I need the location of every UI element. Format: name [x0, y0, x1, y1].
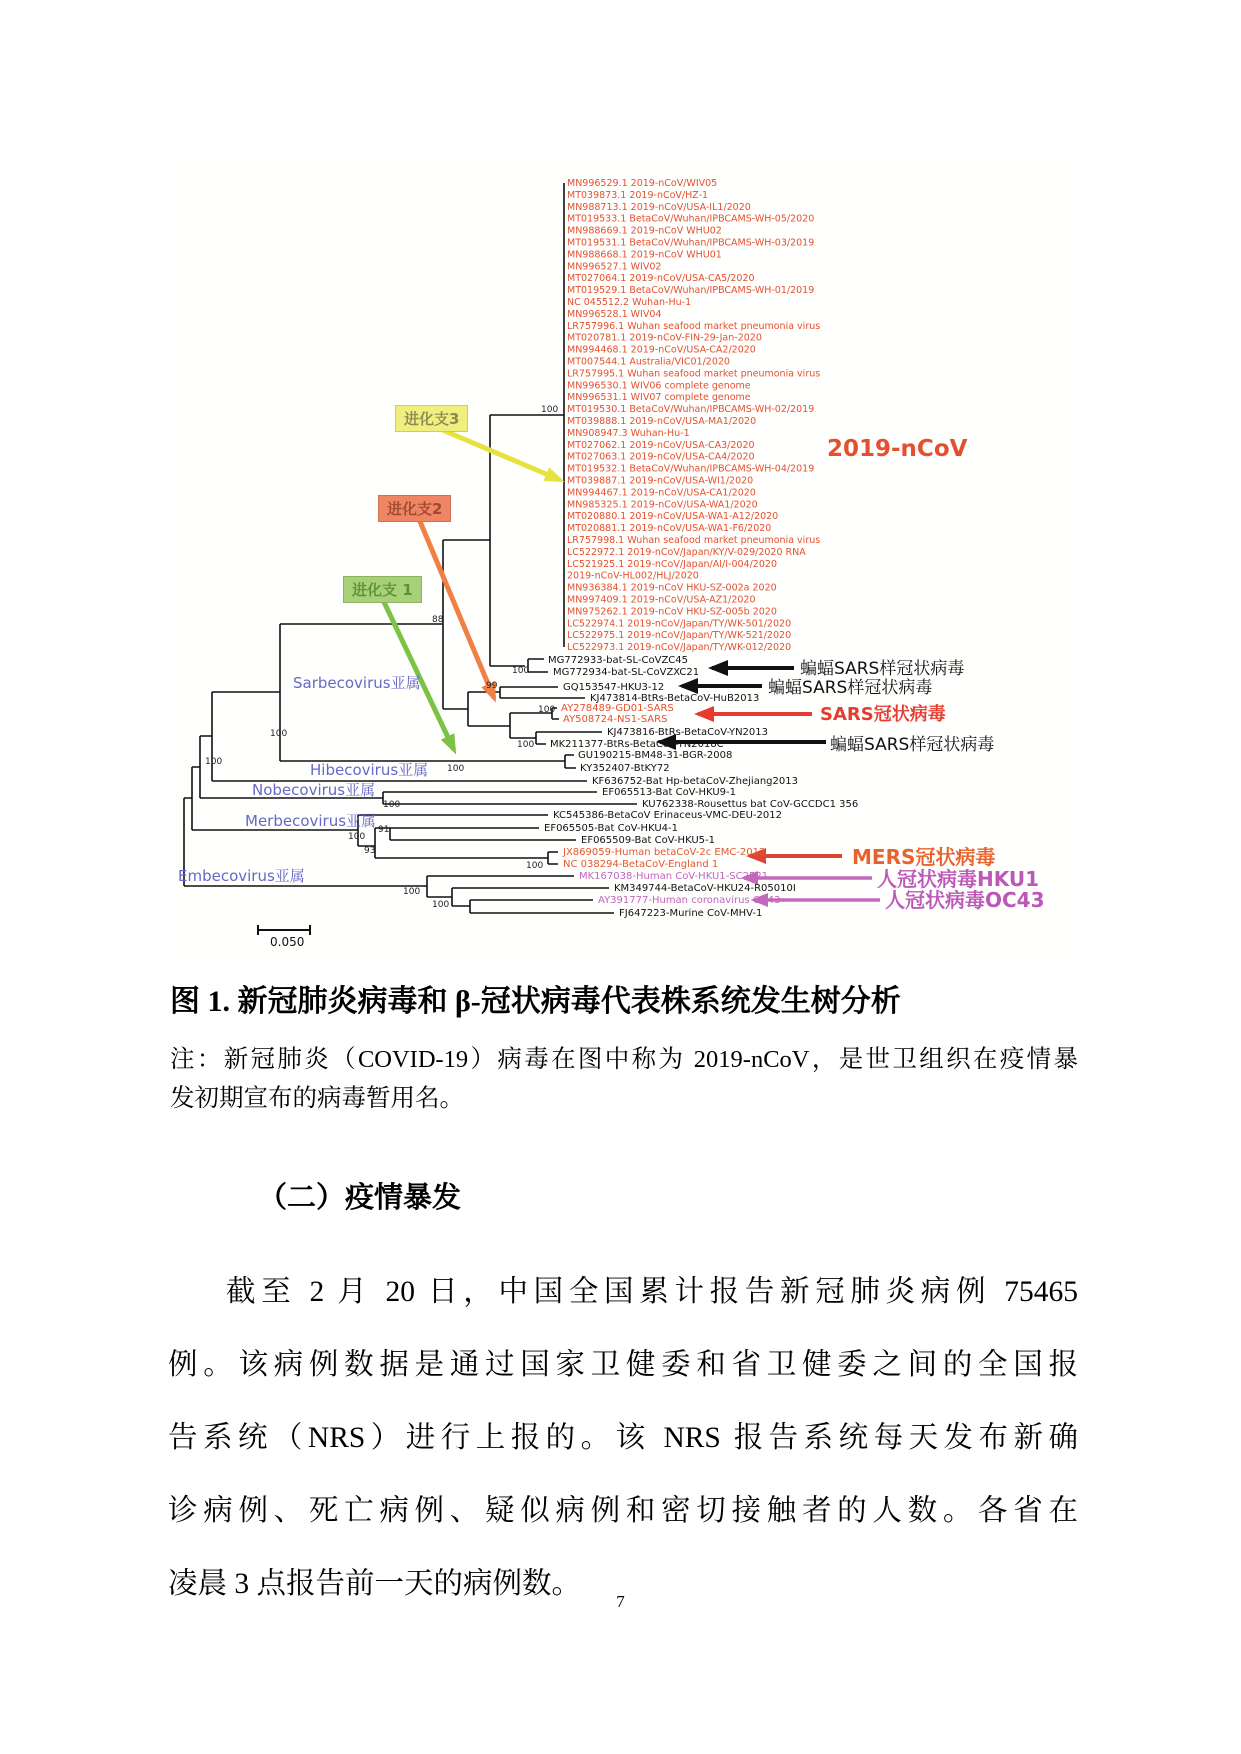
leaf-label: LC522974.1 2019-nCoV/Japan/TY/WK-501/2020	[567, 618, 792, 630]
genus-labels	[178, 674, 428, 885]
leaf-label: LR757998.1 Wuhan seafood market pneumonia virus	[567, 535, 821, 546]
genus-label: Embecovirus亚属	[178, 867, 305, 885]
leaf-label: MN985325.1 2019-nCoV/USA-WA1/2020	[567, 499, 758, 511]
tree-annotation: 人冠状病毒OC43	[885, 888, 1045, 912]
leaf-label: MG772934-bat-SL-CoVZXC21	[553, 667, 700, 678]
clade-box: 进化支2	[378, 495, 451, 522]
tree-annotation: SARS冠状病毒	[820, 704, 946, 725]
leaf-label: MT039888.1 2019-nCoV/USA-MA1/2020	[567, 416, 757, 427]
leaf-label: KF636752-Bat Hp-betaCoV-Zhejiang2013	[592, 776, 798, 787]
leaf-label: EF065513-Bat CoV-HKU9-1	[602, 787, 737, 798]
leaf-label: MN997409.1 2019-nCoV/USA-AZ1/2020	[567, 594, 756, 606]
leaf-label: MK167038-Human CoV-HKU1-SC2521	[579, 871, 769, 882]
leaf-label: KJ473814-BtRs-BetaCoV-HuB2013	[590, 693, 760, 704]
leaf-label: MK211377-BtRs-BetaCoV-YN2018C	[550, 739, 724, 750]
genus-label: Nobecovirus亚属	[252, 781, 376, 799]
figure-caption: 图 1. 新冠肺炎病毒和 β-冠状病毒代表株系统发生树分析	[170, 985, 901, 1018]
leaf-label: KM349744-BetaCoV-HKU24-R05010I	[614, 883, 796, 894]
leaf-labels-2019ncov	[567, 178, 820, 653]
figure-note-line: 注：新冠肺炎（COVID-19）病毒在图中称为 2019-nCoV，是世卫组织在疫情暴	[170, 1046, 1078, 1073]
clade-box: 进化支 1	[343, 576, 422, 603]
leaf-label: AY508724-NS1-SARS	[563, 714, 668, 725]
leaf-label: MN996527.1 WIV02	[567, 261, 662, 273]
leaf-label: MT027062.1 2019-nCoV/USA-CA3/2020	[567, 439, 755, 451]
leaf-label: MN996529.1 2019-nCoV/WIV05	[567, 178, 718, 189]
bootstrap-value: 100	[432, 900, 450, 910]
bootstrap-values	[205, 405, 558, 910]
leaf-label: MN936384.1 2019-nCoV HKU-SZ-002a 2020	[567, 582, 777, 594]
figure-note	[170, 1040, 1078, 1118]
leaf-label: MT020881.1 2019-nCoV/USA-WA1-F6/2020	[567, 523, 772, 535]
bootstrap-value: 99	[486, 681, 498, 691]
leaf-label: KC545386-BetaCoV Erinaceus-VMC-DEU-2012	[553, 810, 782, 821]
leaf-label: 2019-nCoV-HL002/HLJ/2020	[567, 570, 699, 582]
leaf-label: MN996530.1 WIV06 complete genome	[567, 380, 751, 392]
leaf-label: FJ647223-Murine CoV-MHV-1	[619, 908, 763, 919]
leaf-label: KY352407-BtKY72	[580, 763, 670, 774]
bootstrap-value: 100	[205, 757, 223, 767]
phylogenetic-tree-svg	[176, 150, 1081, 962]
bootstrap-value: 100	[512, 666, 530, 676]
clade-box: 进化支3	[395, 405, 468, 432]
leaf-label: MT019529.1 BetaCoV/Wuhan/IPBCAMS-WH-01/2019	[567, 285, 815, 297]
leaf-label: MT007544.1 Australia/VIC01/2020	[567, 356, 730, 368]
leaf-label: MT019530.1 BetaCoV/Wuhan/IPBCAMS-WH-02/2019	[567, 404, 815, 416]
bootstrap-value: 100	[541, 405, 559, 415]
section-heading: （二）疫情暴发	[258, 1182, 462, 1214]
tree-annotation: 人冠状病毒HKU1	[877, 867, 1040, 891]
bootstrap-value: 100	[517, 740, 535, 750]
body-line: 凌晨 3 点报告前一天的病例数。	[168, 1568, 582, 1600]
leaf-label: MT020880.1 2019-nCoV/USA-WA1-A12/2020	[567, 511, 779, 523]
genus-label: Merbecovirus亚属	[245, 812, 377, 830]
leaf-label: LR757995.1 Wuhan seafood market pneumonia virus	[567, 368, 821, 380]
tree-annotation: 蝙蝠SARS样冠状病毒	[800, 659, 965, 679]
tree-annotation: 蝙蝠SARS样冠状病毒	[768, 678, 933, 698]
genus-label: Sarbecovirus亚属	[293, 674, 421, 692]
leaf-label: MN988669.1 2019-nCoV WHU02	[567, 225, 722, 237]
leaf-label: AY391777-Human coronavirus OC43	[598, 895, 781, 906]
leaf-label: MT019532.1 BetaCoV/Wuhan/IPBCAMS-WH-04/2019	[567, 463, 815, 475]
leaf-label: GU190215-BM48-31-BGR-2008	[578, 750, 733, 761]
bootstrap-value: 88	[432, 615, 444, 625]
bootstrap-value: 100	[447, 764, 465, 774]
leaf-label: MT027064.1 2019-nCoV/USA-CA5/2020	[567, 273, 755, 285]
page-number: 7	[616, 1592, 625, 1611]
leaf-label: KU762338-Rousettus bat CoV-GCCDC1 356	[642, 799, 859, 810]
leaf-label: MT019533.1 BetaCoV/Wuhan/IPBCAMS-WH-05/2020	[567, 213, 815, 225]
bootstrap-value: 100	[403, 887, 421, 897]
leaf-label: AY278489-GD01-SARS	[561, 703, 674, 714]
leaf-label: LC521925.1 2019-nCoV/Japan/AI/I-004/2020	[567, 558, 777, 570]
leaf-label: LC522973.1 2019-nCoV/Japan/TY/WK-012/2020	[567, 642, 792, 654]
scale-bar-label: 0.050	[270, 935, 305, 949]
leaf-label: MT039873.1 2019-nCoV/HZ-1	[567, 189, 709, 201]
leaf-label: MT039887.1 2019-nCoV/USA-WI1/2020	[567, 475, 754, 487]
clade-3-arrow	[438, 428, 560, 480]
leaf-label: MT019531.1 BetaCoV/Wuhan/IPBCAMS-WH-03/2019	[567, 237, 815, 249]
body-line: 例。该病例数据是通过国家卫健委和省卫健委之间的全国报	[168, 1349, 1078, 1381]
bootstrap-value: 100	[526, 861, 544, 871]
body-paragraph	[168, 1256, 1078, 1621]
bootstrap-value: 100	[270, 729, 288, 739]
tree-annotations	[768, 436, 1045, 912]
leaf-label: MN994468.1 2019-nCoV/USA-CA2/2020	[567, 344, 756, 356]
leaf-label: EF065505-Bat CoV-HKU4-1	[544, 823, 679, 834]
leaf-label: NC 038294-BetaCoV-England 1	[563, 859, 719, 870]
bootstrap-value: 91	[378, 825, 390, 835]
leaf-label: MN908947.3 Wuhan-Hu-1	[567, 427, 690, 439]
figure-1-phylogenetic-tree	[176, 150, 1081, 962]
leaf-label: MN988713.1 2019-nCoV/USA-IL1/2020	[567, 201, 751, 213]
scale-bar	[258, 925, 310, 935]
bootstrap-value: 100	[538, 705, 556, 715]
leaf-label: MN988668.1 2019-nCoV WHU01	[567, 249, 722, 261]
body-line: 截至 2 月 20 日，中国全国累计报告新冠肺炎病例 75465	[226, 1276, 1078, 1308]
leaf-label: MN996531.1 WIV07 complete genome	[567, 392, 751, 404]
leaf-label: MN996528.1 WIV04	[567, 308, 662, 320]
clade-2-arrow	[419, 519, 494, 698]
leaf-label: KJ473816-BtRs-BetaCoV-YN2013	[607, 727, 769, 738]
leaf-label: MN975262.1 2019-nCoV HKU-SZ-005b 2020	[567, 606, 777, 618]
leaf-label: LR757996.1 Wuhan seafood market pneumonia virus	[567, 320, 821, 332]
leaf-label: EF065509-Bat CoV-HKU5-1	[581, 835, 716, 846]
tree-annotation: MERS冠状病毒	[852, 845, 996, 869]
leaf-label: LC522972.1 2019-nCoV/Japan/KY/V-029/2020 RNA	[567, 546, 806, 558]
body-line: 告系统（NRS）进行上报的。该 NRS 报告系统每天发布新确	[168, 1422, 1078, 1454]
bootstrap-value: 93	[364, 846, 376, 856]
leaf-label: NC 045512.2 Wuhan-Hu-1	[567, 297, 692, 308]
tree-annotation: 蝙蝠SARS样冠状病毒	[830, 735, 995, 755]
genus-label: Hibecovirus亚属	[310, 761, 429, 779]
bootstrap-value: 100	[348, 832, 366, 842]
leaf-label: GQ153547-HKU3-12	[563, 682, 665, 693]
tree-annotation: 2019-nCoV	[827, 436, 968, 462]
leaf-label: JX869059-Human betaCoV-2c EMC-2012	[563, 847, 766, 858]
leaf-label: MT027063.1 2019-nCoV/USA-CA4/2020	[567, 451, 755, 463]
leaf-label: MN994467.1 2019-nCoV/USA-CA1/2020	[567, 487, 756, 499]
leaf-label: MT020781.1 2019-nCoV-FIN-29-Jan-2020	[567, 332, 762, 344]
leaf-label: MG772933-bat-SL-CoVZC45	[548, 655, 689, 666]
bootstrap-value: 100	[383, 800, 401, 810]
figure-note-line: 发初期宣布的病毒暂用名。	[170, 1085, 464, 1112]
leaf-label: LC522975.1 2019-nCoV/Japan/TY/WK-521/2020	[567, 630, 792, 642]
body-line: 诊病例、死亡病例、疑似病例和密切接触者的人数。各省在	[168, 1495, 1078, 1527]
